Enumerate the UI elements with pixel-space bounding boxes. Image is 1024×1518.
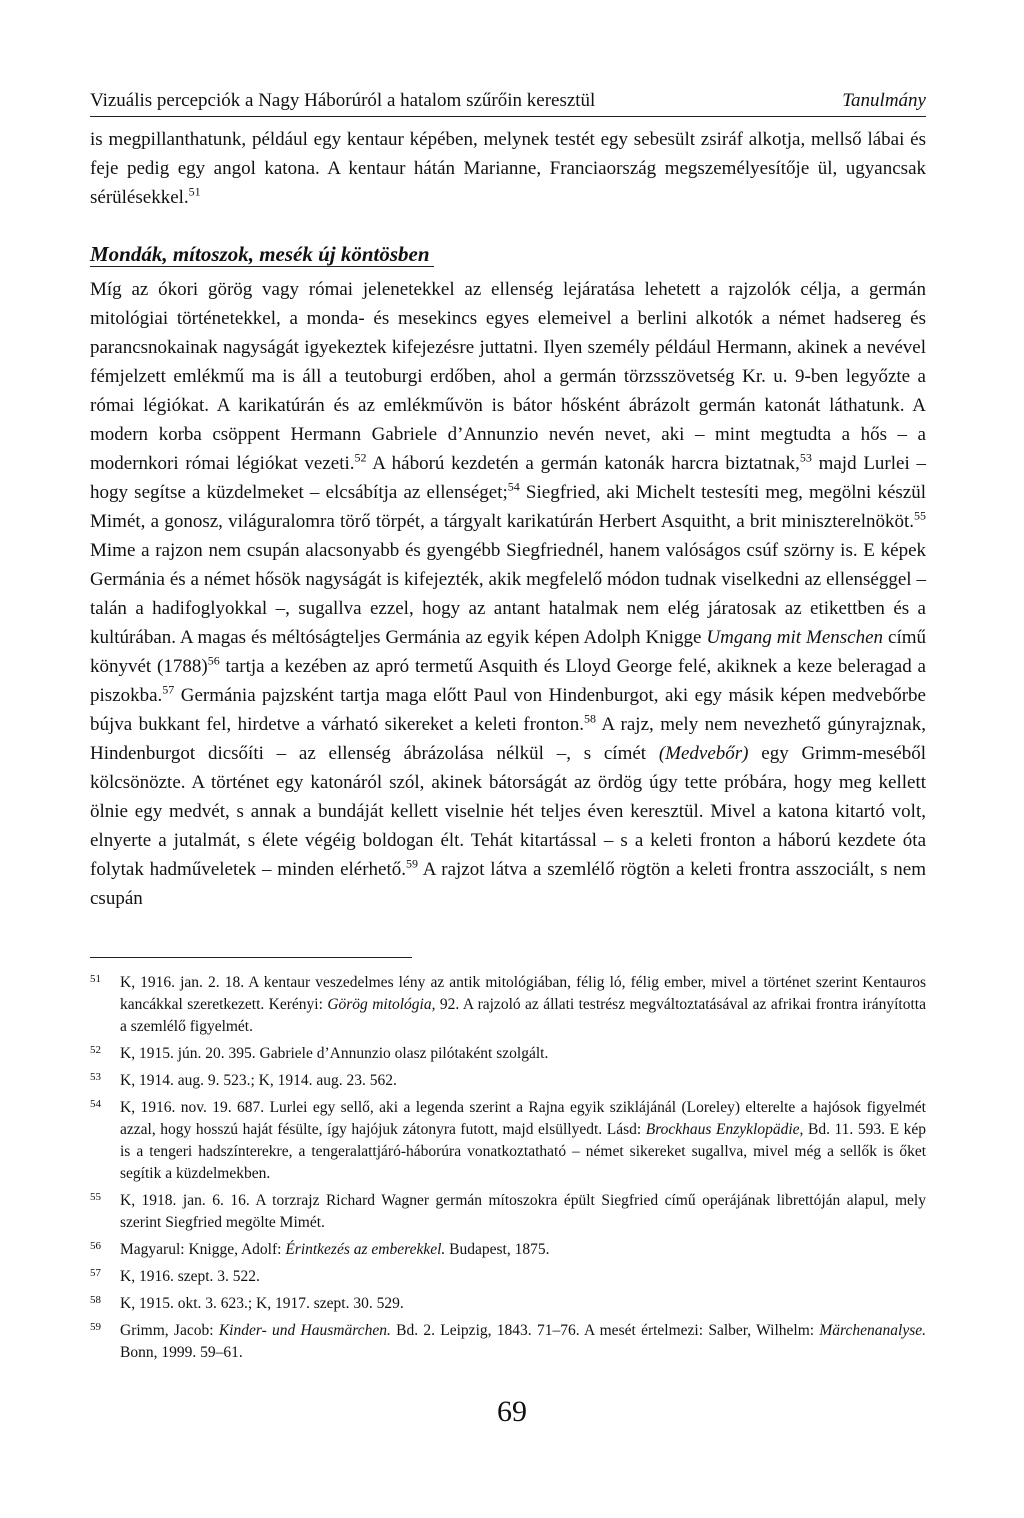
footnotes-list — [90, 972, 926, 1364]
footnote-ref-54: 54 — [507, 479, 520, 494]
footnote-text — [120, 972, 926, 1038]
footnote-number: 51 — [90, 973, 101, 985]
footnote-italic: Märchenanalyse. — [819, 1322, 926, 1339]
footnote-ref-52: 52 — [354, 450, 367, 465]
drawing-title: (Medvebőr) — [658, 743, 749, 764]
footnote-part: Bd. 2. Leipzig, 1843. 71–76. A mesét értelmezi: Salber, Wilhelm: — [390, 1322, 820, 1339]
footnote-number: 52 — [90, 1044, 101, 1056]
body-paragraph — [90, 275, 926, 913]
footnote-number: 53 — [90, 1071, 101, 1083]
footnote-text — [120, 1097, 926, 1185]
page — [90, 90, 926, 1369]
footnote-italic: Görög mitológia, — [327, 996, 436, 1013]
footnote-italic: Érintkezés az emberekkel. — [285, 1241, 446, 1258]
footnote-text: K, 1914. aug. 9. 523.; K, 1914. aug. 23. 562. — [120, 1072, 397, 1089]
footnote-59 — [90, 1320, 926, 1364]
footnote-ref-53: 53 — [799, 450, 812, 465]
footnote-text: K, 1918. jan. 6. 16. A torzrajz Richard Wagner germán mítoszokra épült Siegfried című operájának librettóján alapul, mely szerint Siegfried megölte Mimét. — [120, 1192, 926, 1231]
body-text-6: című könyvét (1788) — [90, 627, 927, 677]
footnote-part: Magyarul: Knigge, Adolf: — [120, 1241, 286, 1258]
section-title: Mondák, mítoszok, mesék új köntösben — [90, 242, 434, 267]
footnote-53 — [90, 1070, 926, 1092]
footnote-ref-56: 56 — [207, 653, 220, 668]
footnote-ref-51: 51 — [188, 184, 201, 199]
footnote-58 — [90, 1293, 926, 1315]
footnote-part: Grimm, Jacob: — [120, 1322, 219, 1339]
footnote-part: K, 1916. jan. 2. 18. A kentaur veszedelmes lény az antik mitológiában, félig ló, félig ember, mivel a történet szerint Kentauros kancákkal szeretkezett. Kerényi: — [120, 974, 926, 1013]
footnote-ref-59: 59 — [406, 856, 419, 871]
footnote-number: 58 — [90, 1294, 101, 1306]
footnote-italic: Brockhaus Enzyklopädie, — [645, 1121, 804, 1138]
footnote-ref-57: 57 — [162, 682, 175, 697]
footnote-number: 54 — [90, 1098, 101, 1110]
body-text-9: A rajz, mely nem nevezhető gúnyrajznak, Hindenburgot dicsőíti – az ellenség ábrázolása nélkül –, s címét — [90, 714, 926, 764]
section-heading — [90, 242, 926, 267]
footnote-ref-55: 55 — [914, 508, 926, 523]
body-text-11: A rajzot látva a szemlélő rögtön a keleti frontra asszociált, s nem csupán — [90, 859, 926, 909]
body-text-5: Mime a rajzon nem csupán alacsonyabb és gyengébb Siegfriednél, hanem valóságos csúf szörny is. E képek Germánia és a német hősök nagyságát is kifejezték, akik megfelelő módon tudnak viselkedni az ellenséggel – talán a hadifoglyokkal –, sugallva ezzel, hogy az antant hatalmak nem elég járatosak az etikettben és a kultúrában. A magas és méltóságteljes Germánia az egyik képen Adolph Knigge — [90, 540, 926, 648]
footnote-text — [120, 1239, 926, 1261]
footnote-part: Budapest, 1875. — [445, 1241, 550, 1258]
footnote-54 — [90, 1097, 926, 1185]
footnote-51 — [90, 972, 926, 1038]
footnote-number: 55 — [90, 1191, 101, 1203]
body-text-2: A háború kezdetén a germán katonák harcra biztatnak, — [366, 453, 800, 474]
footnote-number: 57 — [90, 1267, 101, 1279]
body-text-10: egy Grimm-meséből kölcsönözte. A történet egy katonáról szól, akinek bátorságát az ördög úgy tette próbára, hogy meg kellett ölnie egy medvét, s annak a bundáját kellett viselnie hét teljes éven keresztül. Mivel a katona kitartó volt, elnyerte a jutalmát, s élete végéig boldogan élt. Tehát kitartással – s a keleti fronton a háború kezdete óta folytak hadműveletek – minden elérhető. — [90, 743, 926, 880]
body-text-8: Germánia pajzsként tartja maga előtt Paul von Hindenburgot, aki egy másik képen medvebőrbe bújva bukkant fel, hirdetve a várható sikereket a keleti fronton. — [90, 685, 926, 735]
section-label: Tanulmány — [842, 90, 926, 111]
body-text-1: Míg az ókori görög vagy római jelenetekkel az ellenség lejáratása lehetett a rajzolók célja, a germán mitológiai történetekkel, a monda- és mesekincs egyes elemeivel a berlini alkotók a német hadsereg és parancsnokainak nagyságát igyekeztek kifejezésre juttatni. Ilyen személy például Hermann, akinek a nevével fémjelzett emlékmű ma is áll a teutoburgi erdőben, ahol a germán törzsszövetség Kr. u. 9-ben legyőzte a római légiókat. A karikatúrán és az emlékművön is bátor hősként ábrázolt germán katonát láthatunk. A modern korba csöppent Hermann Gabriele d’Annunzio nevén nevet, aki – mint megtudta a hős – a modernkori római légiókat vezeti. — [90, 279, 926, 474]
body-text-3: majd Lurlei – hogy segítse a küzdelmeket – elcsábítja az ellenséget; — [90, 453, 926, 503]
book-title: Umgang mit Menschen — [706, 627, 884, 648]
footnote-number: 56 — [90, 1240, 101, 1252]
footnote-text: K, 1916. szept. 3. 522. — [120, 1268, 260, 1285]
footnote-text — [120, 1320, 926, 1364]
footnote-55 — [90, 1190, 926, 1234]
footnote-text: K, 1915. okt. 3. 623.; K, 1917. szept. 30. 529. — [120, 1295, 404, 1312]
intro-text: is megpillanthatunk, például egy kentaur képében, melynek testét egy sebesült zsiráf alkotja, mellső lábai és feje pedig egy angol katona. A kentaur hátán Marianne, Franciaország megszemélyesítője ül, ugyancsak sérülésekkel. — [90, 129, 926, 208]
footnote-part: Bonn, 1999. 59–61. — [120, 1344, 243, 1361]
footnote-part: 92. A rajzoló az állati testrész megváltoztatásával az afrikai frontra irányította a szemlélő figyelmét. — [120, 996, 926, 1035]
footnote-57 — [90, 1266, 926, 1288]
body-text-7: tartja a kezében az apró termetű Asquith és Lloyd George felé, akiknek a keze beleragad a piszokba. — [90, 656, 926, 706]
running-title: Vizuális percepciók a Nagy Háborúról a hatalom szűrőin keresztül — [90, 90, 596, 111]
intro-paragraph — [90, 125, 926, 212]
footnote-part: K, 1916. nov. 19. 687. Lurlei egy sellő, aki a legenda szerint a Rajna egyik sziklájánál (Loreley) elterelte a hajósok figyelmét azzal, hogy hosszú haját fésülte, így hajójuk zátonyra futott, majd elsüllyedt. Lásd: — [120, 1099, 926, 1138]
body-text-4: Siegfried, aki Michelt testesíti meg, megölni készül Mimét, a gonosz, világuralomra törő törpét, a tárgyalt karikatúrán Herbert Asquitht, a brit miniszterelnököt. — [90, 482, 926, 532]
footnote-italic: Kinder- und Hausmärchen. — [218, 1322, 391, 1339]
running-header — [90, 90, 926, 117]
footnote-text: K, 1915. jún. 20. 395. Gabriele d’Annunzio olasz pilótaként szolgált. — [120, 1045, 549, 1062]
footnote-part: Bd. 11. 593. E kép is a tengeri hadszínterekre, a tengeralattjáró-háborúra vonatkoztatható – német sikereket sugallva, mivel még a sellők is őket segítik a küzdelmekben. — [120, 1121, 926, 1182]
footnote-ref-58: 58 — [583, 711, 596, 726]
footnote-divider — [90, 957, 412, 958]
footnote-number: 59 — [90, 1321, 101, 1333]
footnote-52 — [90, 1043, 926, 1065]
page-number: 69 — [497, 1395, 527, 1428]
footnote-56 — [90, 1239, 926, 1261]
